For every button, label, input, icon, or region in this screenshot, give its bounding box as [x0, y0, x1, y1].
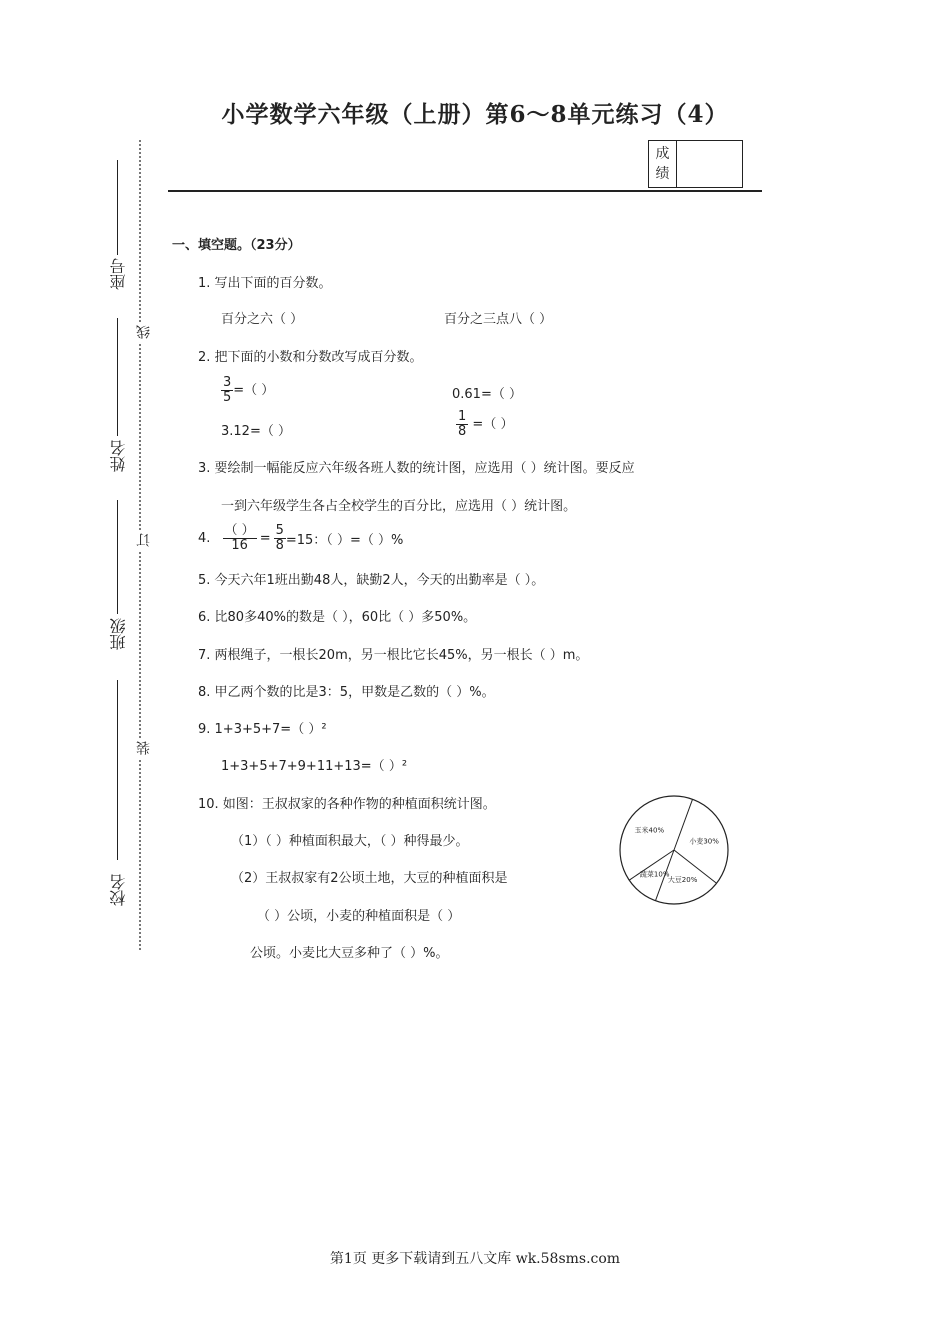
page-footer: 第1页 更多下载请到五八文库 wk.58sms.com	[329, 1251, 621, 1267]
question-9a: 9. 1+3+5+7=（ ）²	[198, 722, 327, 737]
question-2d	[456, 410, 513, 439]
bind-mark-line: 线	[134, 322, 154, 342]
question-10: 10. 如图：王叔叔家的各种作物的种植面积统计图。	[198, 797, 496, 812]
question-2c: 3.12=（ ）	[221, 424, 291, 439]
header-divider	[168, 190, 762, 192]
question-1b: 百分之三点八（ ）	[444, 312, 553, 327]
fraction-denominator: 8	[275, 538, 284, 553]
fraction-numerator: 5	[275, 523, 284, 538]
fraction-denominator: 5	[223, 390, 232, 405]
equals-sign: =	[259, 531, 271, 546]
question-10-part-3: （ ）公顷，小麦的种植面积是（ ）	[257, 909, 461, 924]
question-3-line-1: 3. 要绘制一幅能反应六年级各班人数的统计图，应选用（ ）统计图。要反应	[198, 461, 635, 476]
section-heading: 一、填空题。（23分）	[172, 238, 301, 253]
question-10-part-1: （1）（ ）种植面积最大，（ ）种得最少。	[231, 834, 469, 849]
score-label	[649, 141, 677, 187]
question-5: 5. 今天六年1班出勤48人，缺勤2人，今天的出勤率是（ ）。	[198, 573, 545, 588]
page-title: 小学数学六年级（上册）第6～8单元练习（4）	[221, 101, 729, 128]
question-4-tail: =15：（ ）=（ ）%	[285, 533, 404, 548]
fraction-5-8	[274, 524, 286, 553]
question-6: 6. 比80多40%的数是（ ），60比（ ）多50%。	[198, 610, 477, 625]
class-line	[117, 500, 118, 614]
fraction-numerator: 3	[223, 375, 232, 390]
question-4-number: 4.	[198, 531, 211, 546]
fraction-blank-16	[223, 524, 257, 553]
score-label-char-2: 绩	[655, 166, 670, 182]
question-1: 1. 写出下面的百分数。	[198, 276, 332, 291]
fraction-denominator: 16	[231, 538, 248, 553]
question-4	[198, 524, 403, 553]
pie-slice-label: 小麦30%	[689, 837, 719, 846]
question-10-part-2: （2）王叔叔家有2公顷土地，大豆的种植面积是	[231, 871, 508, 886]
fraction-3-5	[221, 376, 233, 405]
crop-area-pie-chart	[614, 790, 734, 910]
question-3-line-2: 一到六年级学生各占全校学生的百分比，应选用（ ）统计图。	[221, 499, 577, 514]
question-1a: 百分之六（ ）	[221, 312, 304, 327]
question-2a-blank: =（ ）	[233, 383, 275, 398]
question-8: 8. 甲乙两个数的比是3：5，甲数是乙数的（ ）%。	[198, 685, 495, 700]
score-label-char-1: 成	[655, 146, 670, 162]
bind-mark-ding: 订	[134, 530, 154, 550]
fraction-numerator: 1	[458, 409, 467, 424]
question-2b: 0.61=（ ）	[452, 387, 522, 402]
fraction-1-8	[456, 410, 468, 439]
fraction-numerator: （ ）	[224, 523, 255, 538]
question-7: 7. 两根绳子，一根长20m，另一根比它长45%，另一根长（ ）m。	[198, 648, 589, 663]
pie-slice-label: 蔬菜10%	[639, 870, 670, 879]
bind-mark-zhuang: 装	[134, 738, 154, 758]
seat-label: 座号	[109, 258, 128, 290]
pie-slice-label: 玉米40%	[634, 826, 665, 835]
question-2d-blank: =（ ）	[472, 417, 514, 432]
question-10-part-4: 公顷。小麦比大豆多种了（ ）%。	[250, 946, 449, 961]
question-9b: 1+3+5+7+9+11+13=（ ）²	[221, 759, 408, 774]
question-2: 2. 把下面的小数和分数改写成百分数。	[198, 350, 423, 365]
question-2a	[221, 376, 274, 405]
seat-line	[117, 160, 118, 255]
school-label: 校名	[109, 874, 128, 906]
fraction-denominator: 8	[458, 424, 467, 439]
name-line	[117, 318, 118, 436]
score-box	[648, 140, 743, 188]
pie-slice-label: 大豆20%	[667, 876, 698, 885]
school-line	[117, 680, 118, 860]
class-label: 班级	[109, 618, 128, 650]
name-label: 姓名	[109, 440, 128, 472]
